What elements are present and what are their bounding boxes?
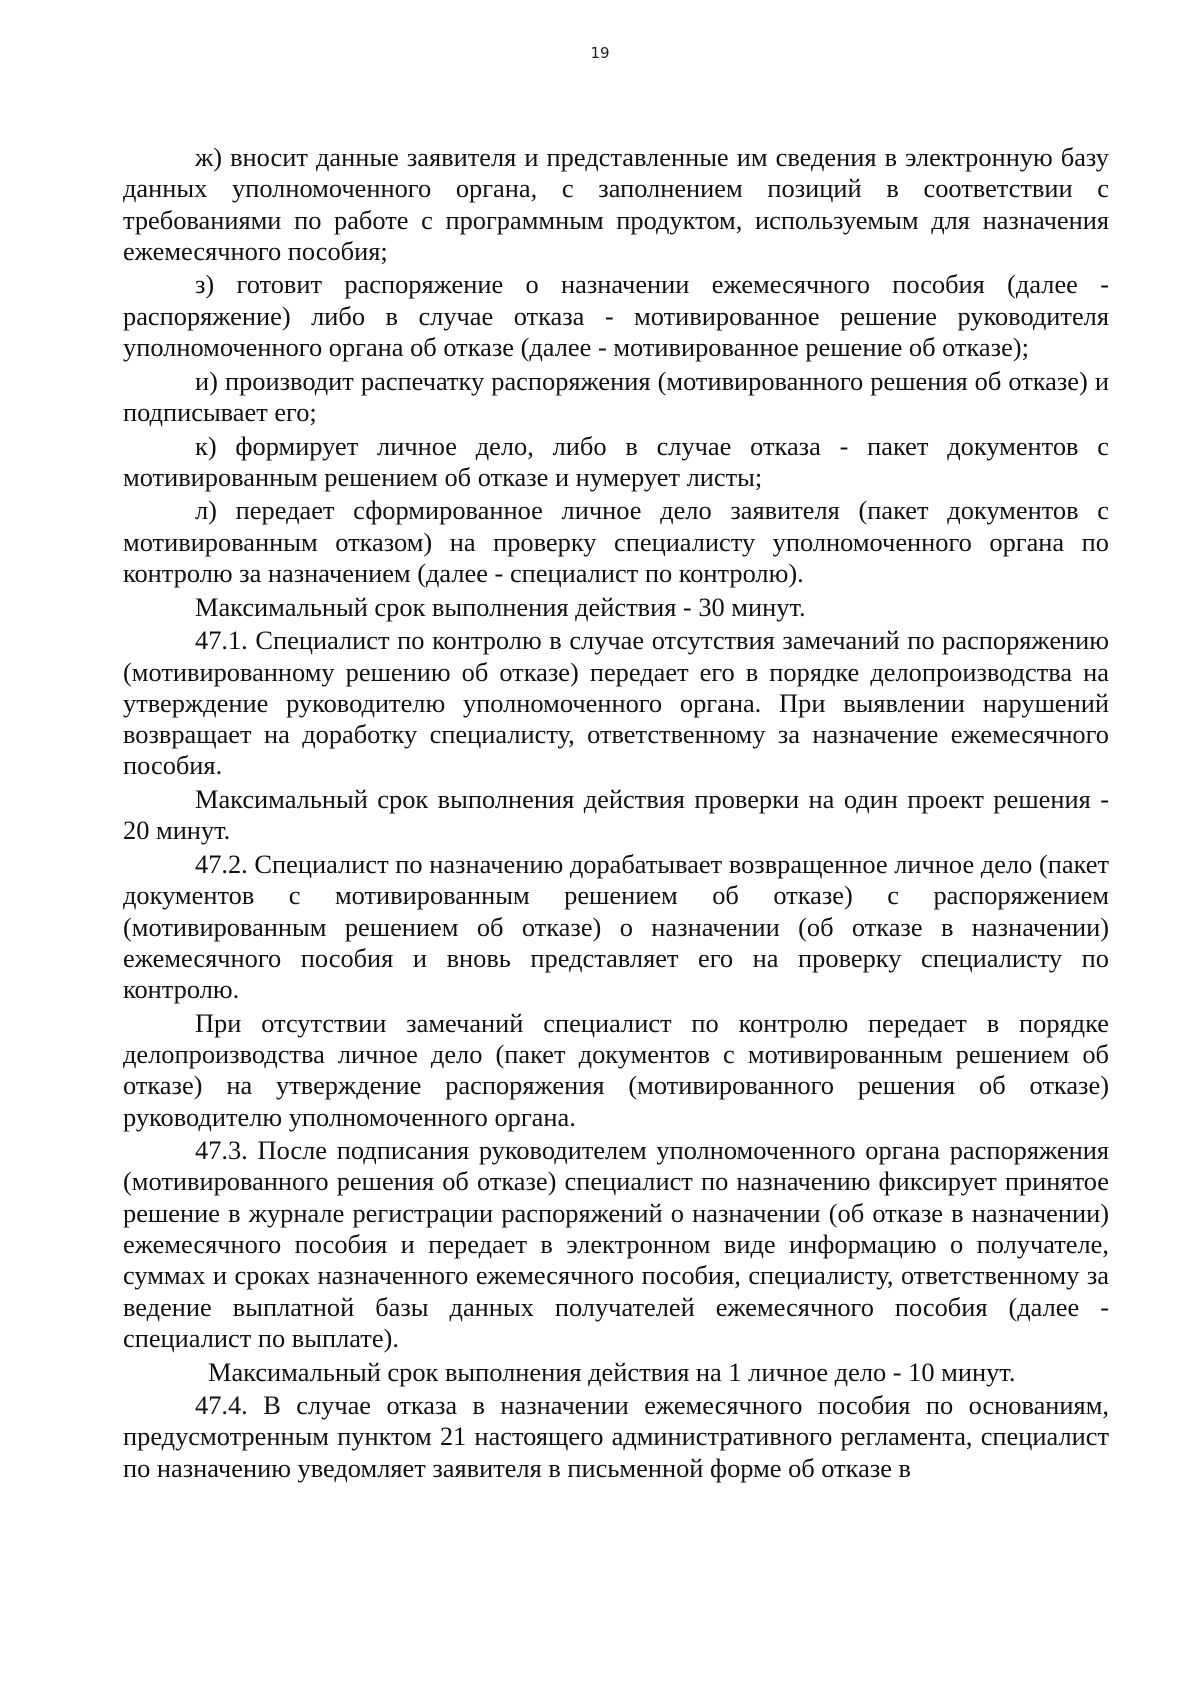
paragraph-deadline-30: Максимальный срок выполнения действия - 30 минут.	[195, 591, 806, 622]
paragraph-zh: ж) вносит данные заявителя и представленные им сведения в электронную базу данных уполномоченного органа, с заполнением позиций в соответствии с требованиями по работе с программным продуктом, используемым для назначения ежемесячного пособия;	[123, 142, 1109, 266]
paragraph-no-remarks: При отсутствии замечаний специалист по контролю передает в порядке делопроизводства личное дело (пакет документов с мотивированным решением об отказе) на утверждение распоряжения (мотивированного решения об отказе) руководителю уполномоченного органа.	[123, 1007, 1109, 1132]
paragraph-47-4: 47.4. В случае отказа в назначении ежемесячного пособия по основаниям, предусмотренным пунктом 21 настоящего административного регламента, специалист по назначению уведомляет заявителя в письменной форме об отказе в	[123, 1390, 1109, 1483]
paragraph-47-3: 47.3. После подписания руководителем уполномоченного органа распоряжения (мотивированного решения об отказе) специалист по назначению фиксирует принятое решение в журнале регистрации распоряжений о назначении (об отказе в назначении) ежемесячного пособия и передает в электронном виде информацию о получателе, суммах и сроках назначенного ежемесячного пособия, специалисту, ответственному за ведение выплатной базы данных получателей ежемесячного пособия (далее - специалист по выплате).	[123, 1135, 1109, 1353]
paragraph-47-2: 47.2. Специалист по назначению дорабатывает возвращенное личное дело (пакет документов с мотивированным решением об отказе) с распоряжением (мотивированным решением об отказе) о назначении (об отказе в назначении) ежемесячного пособия и вновь представляет его на проверку специалисту по контролю.	[123, 848, 1109, 1005]
paragraph-z: з) готовит распоряжение о назначении ежемесячного пособия (далее - распоряжение) либо в случае отказа - мотивированное решение руководителя уполномоченного органа об отказе (далее - мотивированное решение об отказе);	[123, 269, 1109, 363]
document-body	[123, 142, 1109, 1486]
paragraph-k: к) формирует личное дело, либо в случае отказа - пакет документов с мотивированным решением об отказе и нумерует листы;	[123, 430, 1109, 492]
paragraph-deadline-10: Максимальный срок выполнения действия на 1 личное дело - 10 минут.	[208, 1356, 1016, 1387]
paragraph-47-1: 47.1. Специалист по контролю в случае отсутствия замечаний по распоряжению (мотивированному решению об отказе) передает его в порядке делопроизводства на утверждение руководителю уполномоченного органа. При выявлении нарушений возвращает на доработку специалисту, ответственному за назначение ежемесячного пособия.	[123, 625, 1109, 781]
paragraph-deadline-20: Максимальный срок выполнения действия проверки на один проект решения - 20 минут.	[123, 784, 1109, 846]
paragraph-l: л) передает сформированное личное дело заявителя (пакет документов с мотивированным отказом) на проверку специалисту уполномоченного органа по контролю за назначением (далее - специалист по контролю).	[123, 495, 1109, 589]
page-number: 19	[590, 44, 610, 62]
paragraph-i: и) производит распечатку распоряжения (мотивированного решения об отказе) и подписывает его;	[123, 365, 1109, 427]
